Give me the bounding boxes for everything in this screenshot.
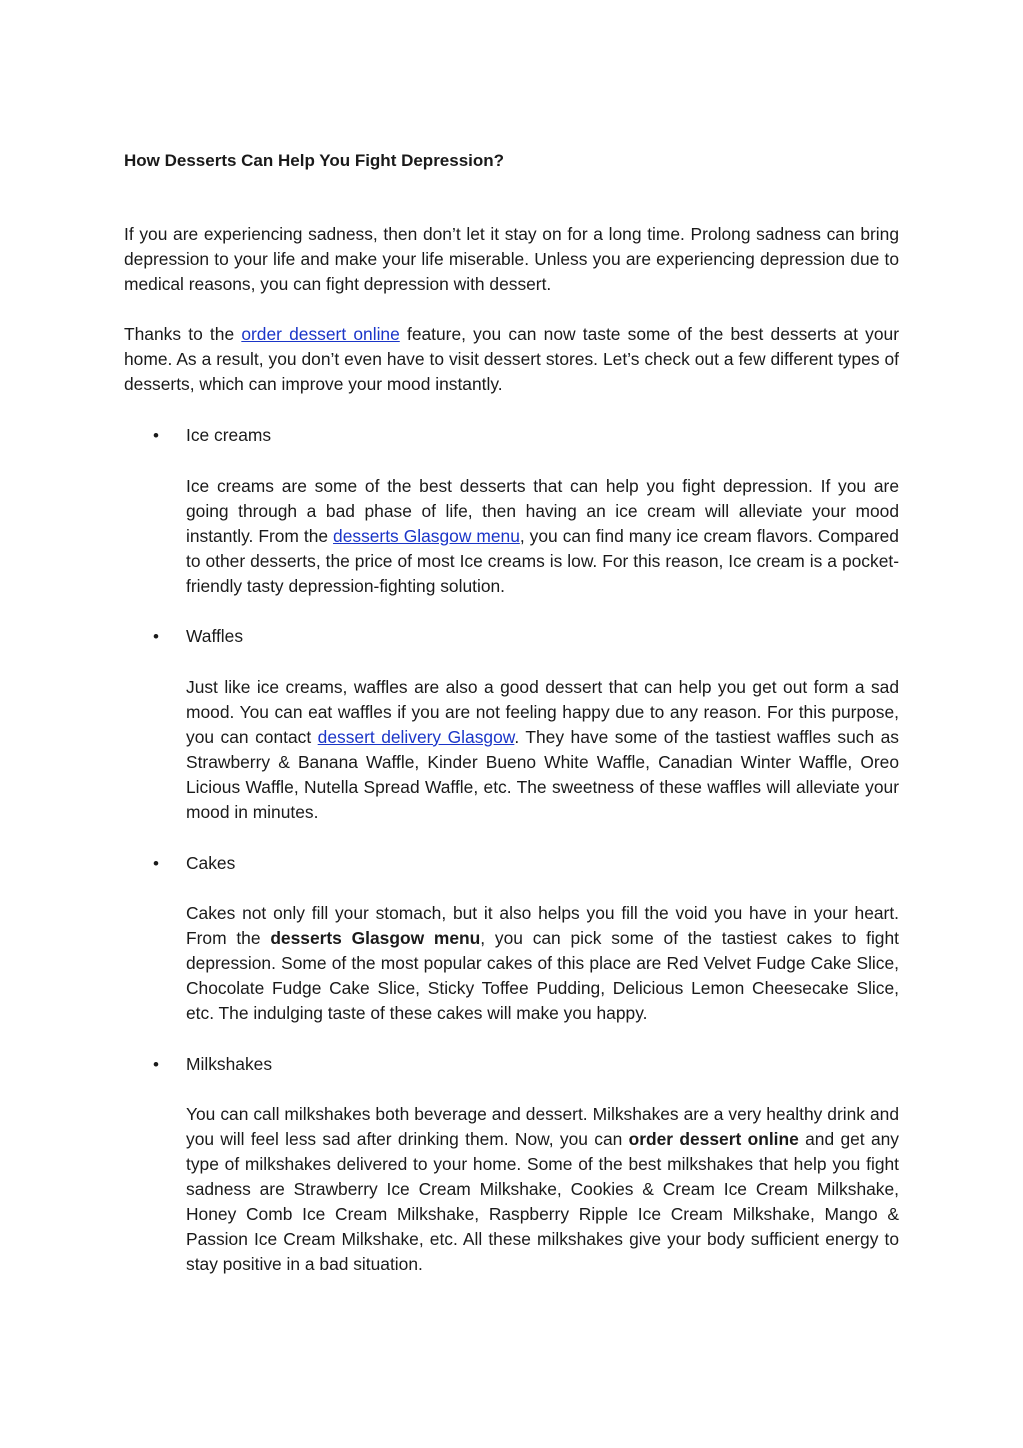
cakes-text-after-bold: , you can pick some of the tastiest cakes to fight depression. Some of the most popular cakes of this place are Red Velvet Fudge Cake Slice, Chocolate Fudge Cake Slice, Sticky Toffee Pudding, Delicious Lemon Cheesecake Slice, etc. The indulging taste of these cakes will make you happy. bbox=[186, 928, 899, 1023]
milkshakes-text-after-bold: and get any type of milkshakes delivered to your home. Some of the best milkshakes that help you fight sadness are Strawberry Ice Cream Milkshake, Cookies & Cream Ice Cream Milkshake, Honey Comb Ice Cream Milkshake, Raspberry Ripple Ice Cream Milkshake, Mango & Passion Ice Cream Milkshake, etc. All these milkshakes give your body sufficient energy to stay positive in a bad situation. bbox=[186, 1129, 899, 1274]
intro-paragraph-1: If you are experiencing sadness, then don’t let it stay on for a long time. Prolong sadness can bring depression to your life and make your life miserable. Unless you are experiencing depression due to medical reasons, you can fight depression with dessert. bbox=[124, 224, 899, 294]
bullet-icon: • bbox=[153, 854, 159, 873]
bullet-icon: • bbox=[153, 627, 159, 646]
waffles-paragraph bbox=[186, 675, 899, 825]
bullet-item-cakes bbox=[124, 851, 899, 876]
order-dessert-online-link[interactable]: order dessert online bbox=[241, 324, 400, 344]
milkshakes-text-before-bold: You can call milkshakes both beverage and dessert. Milkshakes are a very healthy drink and you will feel less sad after drinking them. Now, you can bbox=[186, 1104, 899, 1149]
bullet-icon: • bbox=[153, 426, 159, 445]
bullet-heading-waffles: Waffles bbox=[186, 626, 244, 646]
bullet-item-ice-creams bbox=[124, 423, 899, 448]
dessert-delivery-glasgow-link[interactable]: dessert delivery Glasgow bbox=[317, 727, 515, 747]
waffles-text-before-link: Just like ice creams, waffles are also a good dessert that can help you get out form a sad mood. You can eat waffles if you are not feeling happy due to any reason. For this purpose, you can contact bbox=[186, 677, 899, 747]
cakes-text-before-bold: Cakes not only fill your stomach, but it also helps you fill the void you have in your heart. From the bbox=[186, 903, 899, 948]
page-title: How Desserts Can Help You Fight Depression? bbox=[124, 151, 505, 170]
cakes-bold-text: desserts Glasgow menu bbox=[270, 928, 481, 948]
bullet-heading-ice-creams: Ice creams bbox=[186, 425, 272, 445]
bullet-heading-milkshakes: Milkshakes bbox=[186, 1054, 273, 1074]
ice-creams-text-after-link: , you can find many ice cream flavors. Compared to other desserts, the price of most Ice creams is low. For this reason, Ice cream is a pocket-friendly tasty depression-fighting solution. bbox=[186, 526, 899, 596]
bullet-icon: • bbox=[153, 1055, 159, 1074]
cakes-paragraph bbox=[186, 901, 899, 1026]
ice-creams-paragraph bbox=[186, 474, 899, 599]
ice-creams-text-before-link: Ice creams are some of the best desserts that can help you fight depression. If you are going through a bad phase of life, then having an ice cream will alleviate your mood instantly. From the bbox=[186, 476, 899, 546]
bullet-item-milkshakes bbox=[124, 1052, 899, 1077]
bullet-heading-cakes: Cakes bbox=[186, 853, 236, 873]
intro-text-after-link: feature, you can now taste some of the best desserts at your home. As a result, you don’t even have to visit dessert stores. Let’s check out a few different types of desserts, which can improve your mood instantly. bbox=[124, 324, 899, 394]
waffles-text-after-link: . They have some of the tastiest waffles such as Strawberry & Banana Waffle, Kinder Bueno White Waffle, Canadian Winter Waffle, Oreo Licious Waffle, Nutella Spread Waffle, etc. The sweetness of these waffles will alleviate your mood in minutes. bbox=[186, 727, 899, 822]
desserts-glasgow-menu-link[interactable]: desserts Glasgow menu bbox=[333, 526, 520, 546]
bullet-item-waffles bbox=[124, 624, 899, 649]
intro-paragraph-2 bbox=[124, 322, 899, 397]
intro-text-before-link: Thanks to the bbox=[124, 324, 242, 344]
milkshakes-bold-text: order dessert online bbox=[628, 1129, 799, 1149]
milkshakes-paragraph bbox=[186, 1102, 899, 1277]
